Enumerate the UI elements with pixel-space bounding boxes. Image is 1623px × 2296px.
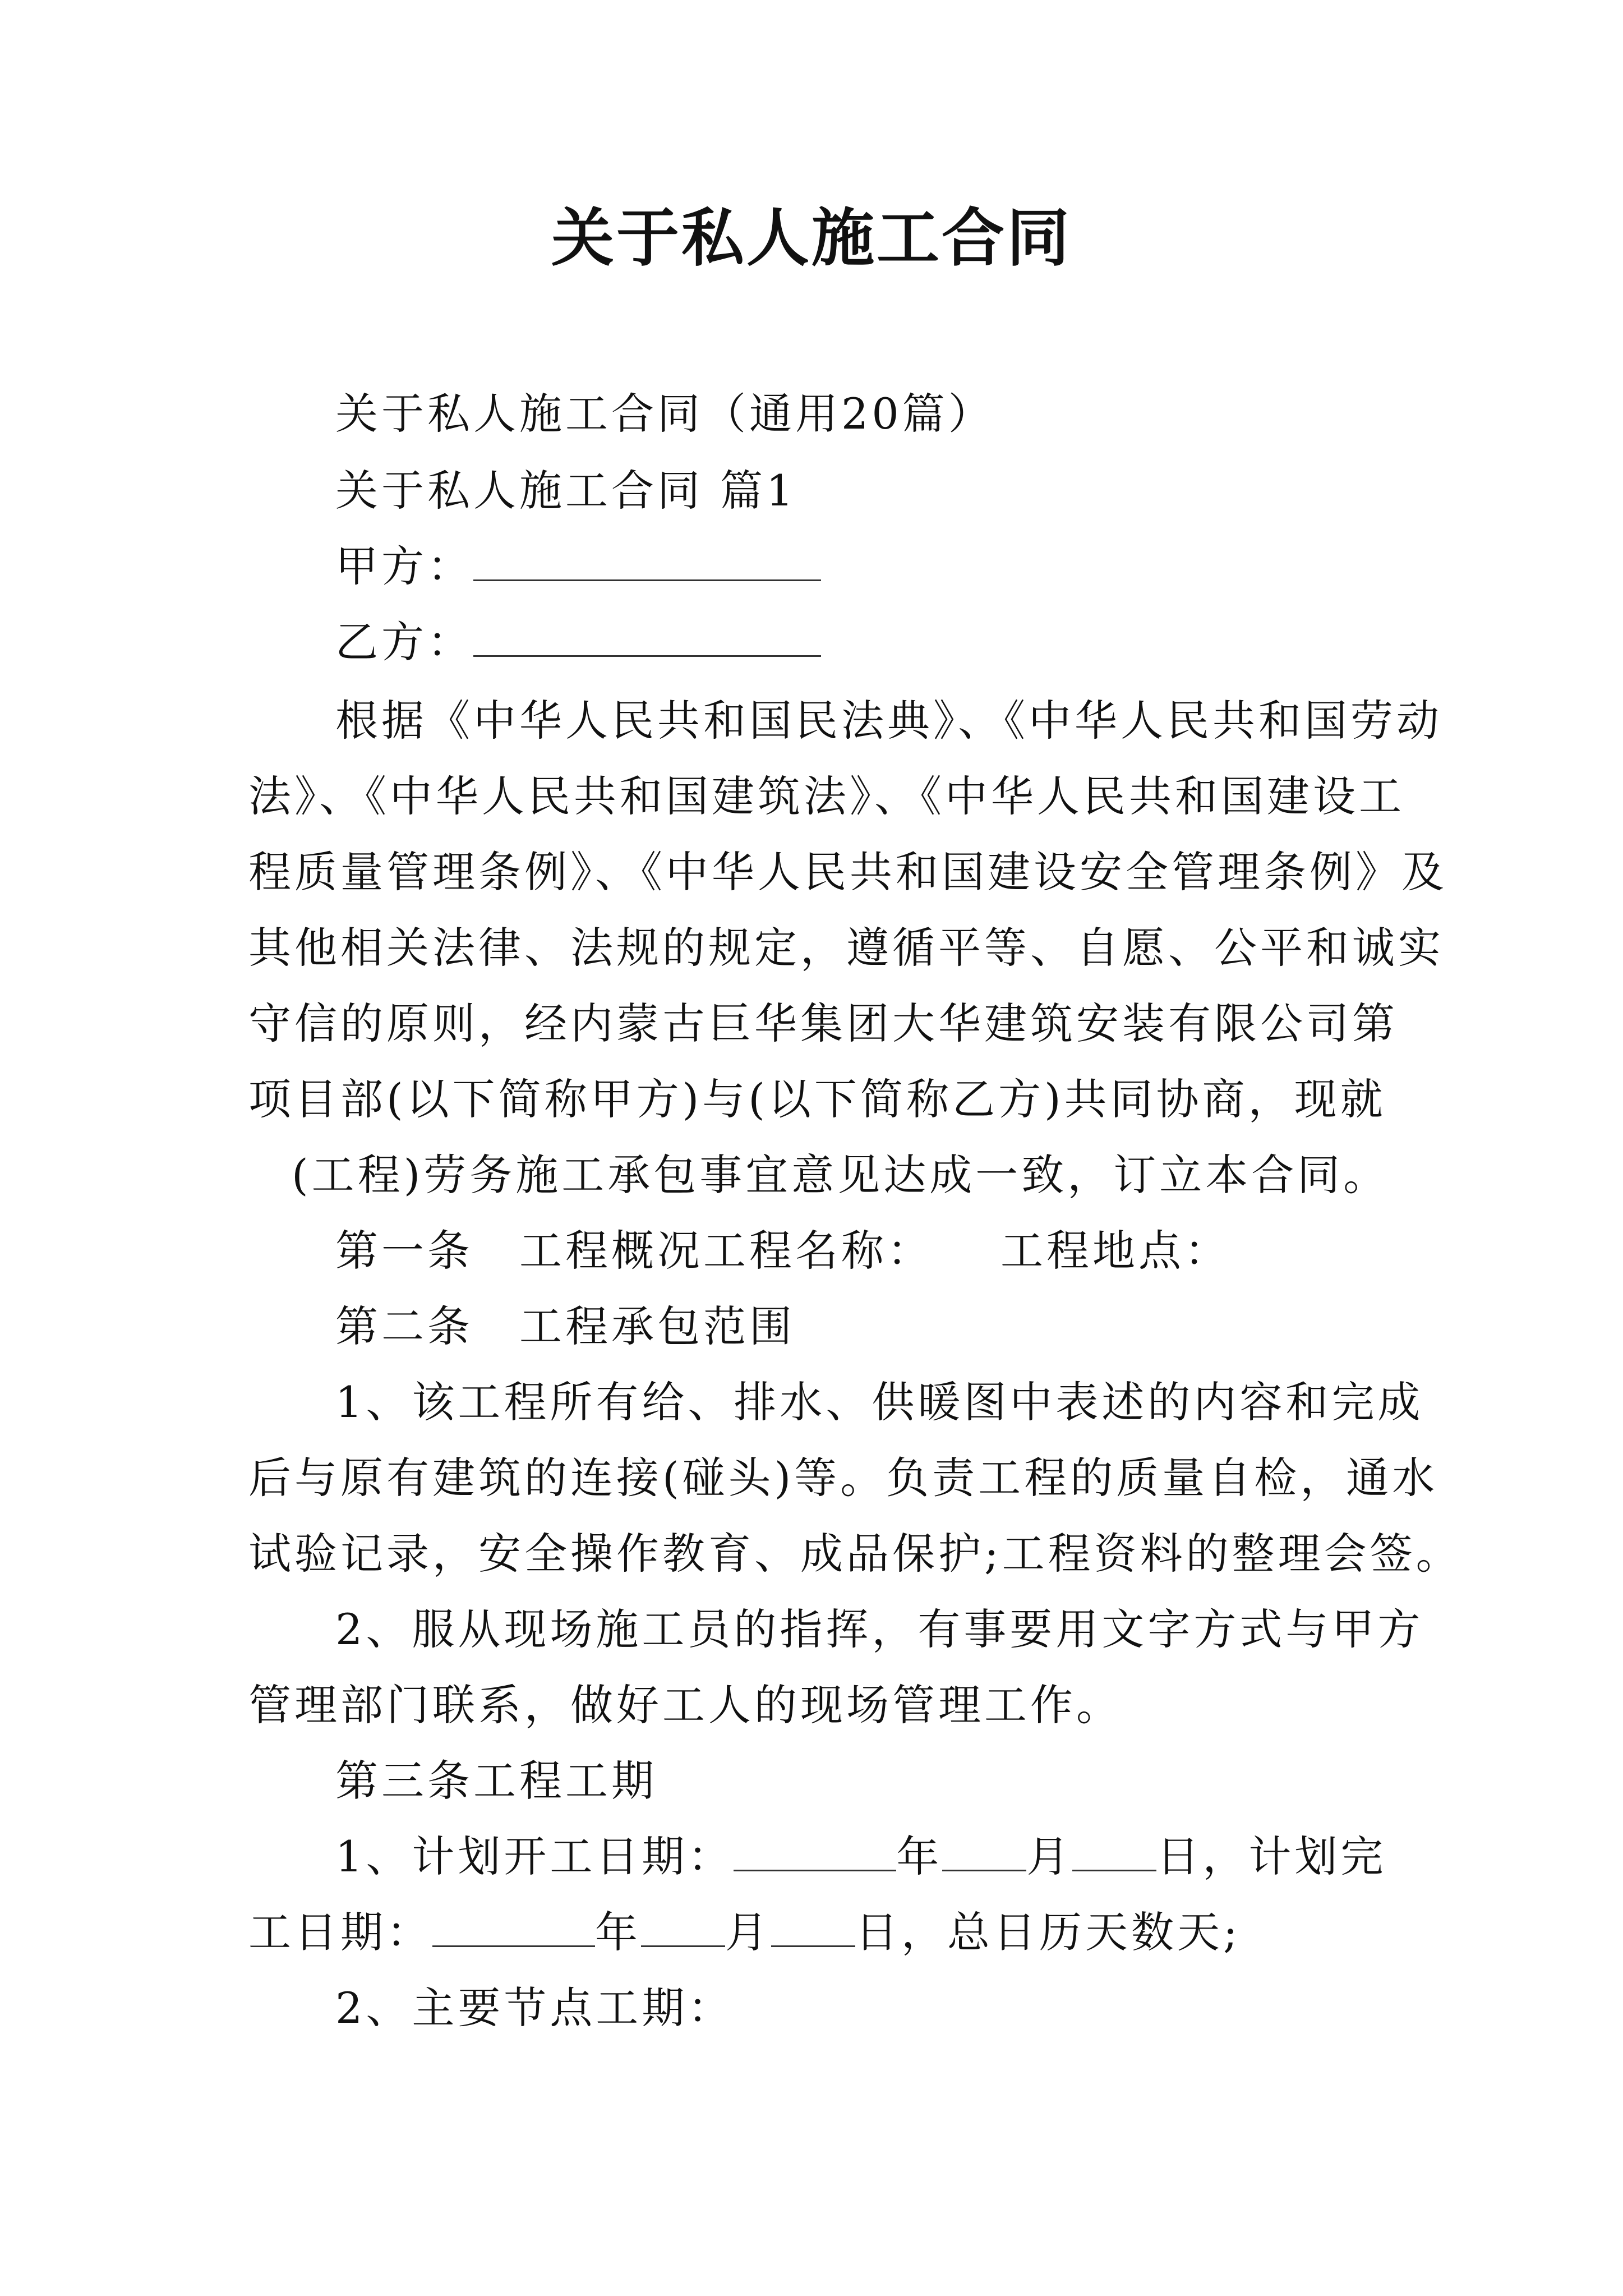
section-heading: 关于私人施工合同 篇1 [335,466,797,516]
paragraph-line: 2、主要节点工期： [335,1983,734,2033]
end-date-line: 工日期： 年 月 日，总日历天数天; [248,1907,1241,1957]
year-blank [734,1836,896,1871]
paragraph-line: 守信的原则，经内蒙古巨华集团大华建筑安装有限公司第 [248,999,1398,1048]
paragraph-line: 程质量管理条例》、《中华人民共和国建设安全管理条例》及 [248,847,1447,897]
start-date-line: 1、计划开工日期： 年 月 日，计划完 [335,1832,1387,1881]
party-b-line [335,614,821,670]
paragraph-line: 后与原有建筑的连接(碰头)等。负责工程的质量自检，通水 [248,1453,1438,1503]
month-blank [641,1912,725,1947]
paragraph-line: 其他相关法律、法规的规定，遵循平等、自愿、公平和诚实 [248,923,1444,973]
party-a-line [335,539,821,595]
paragraph-line: 法》、《中华人民共和国建筑法》、《中华人民共和国建设工 [248,771,1405,821]
year-blank [432,1912,595,1947]
party-a-blank [473,546,821,581]
paragraph-line: 试验记录，安全操作教育、成品保护;工程资料的整理会签。 [248,1529,1462,1579]
paragraph-line: 2、服从现场施工员的指挥，有事要用文字方式与甲方 [335,1604,1424,1654]
party-a-label: 甲方： [335,541,473,591]
paragraph-line: (工程)劳务施工承包事宜意见达成一致，订立本合同。 [292,1150,1390,1200]
day-blank [1072,1836,1156,1871]
party-b-label: 乙方： [335,617,473,667]
article-2-title: 第二条 工程承包范围 [335,1301,795,1351]
article-1-location: 工程地点： [1000,1226,1230,1276]
article-3-title: 第三条工程工期 [335,1756,657,1806]
document-title: 关于私人施工合同 [551,201,1072,275]
month-blank [942,1836,1026,1871]
paragraph-line: 根据《中华人民共和国民法典》、《中华人民共和国劳动 [335,696,1442,746]
paragraph-line: 项目部(以下简称甲方)与(以下简称乙方)共同协商，现就 [248,1074,1386,1124]
document-subtitle: 关于私人施工合同（通用20篇） [335,389,994,439]
party-b-blank [473,622,821,657]
article-1-line [335,1223,1230,1279]
day-blank [771,1912,855,1947]
paragraph-line: 管理部门联系，做好工人的现场管理工作。 [248,1680,1122,1730]
paragraph-line: 1、该工程所有给、排水、供暖图中表述的内容和完成 [335,1377,1424,1427]
article-1-title: 第一条 工程概况工程名称： [335,1226,933,1276]
